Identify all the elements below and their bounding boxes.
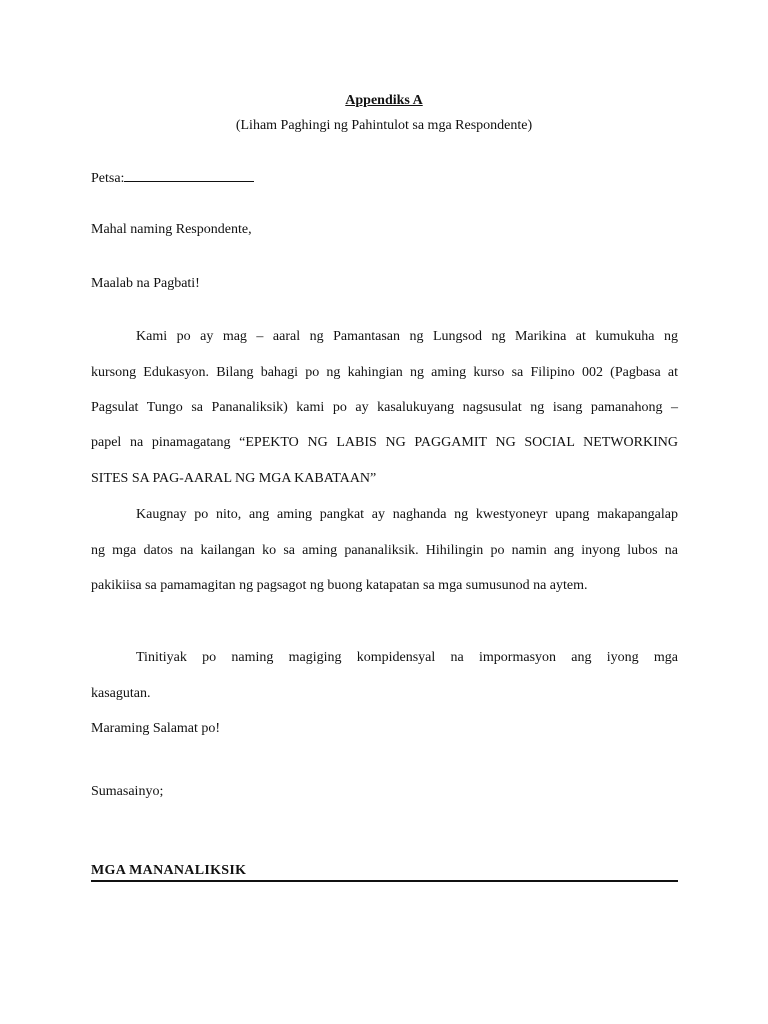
salutation: Mahal naming Respondente, — [91, 222, 252, 237]
document-title: Appendiks A — [345, 93, 423, 108]
paragraph1-line: kursong Edukasyon. Bilang bahagi po ng kahingian ng aming kurso sa Filipino 002 (Pagbasa at — [91, 365, 678, 380]
closing-line: Sumasainyo; — [91, 784, 164, 799]
paragraph2-line: pakikiisa sa pamamagitan ng pagsagot ng buong katapatan sa mga sumusunod na aytem. — [91, 578, 588, 593]
paragraph2-line: ng mga datos na kailangan ko sa aming pananaliksik. Hihilingin po namin ang inyong lubos na — [91, 543, 678, 558]
date-label: Petsa: — [91, 171, 125, 186]
signature-rule — [91, 880, 678, 882]
paragraph3-line: Tinitiyak po naming magiging kompidensyal na impormasyon ang iyong mga — [136, 650, 678, 665]
greeting: Maalab na Pagbati! — [91, 276, 200, 291]
paragraph1-line: Pagsulat Tungo sa Pananaliksik) kami po ay kasalukuyang nagsusulat ng isang pamanahong – — [91, 400, 678, 415]
paragraph1-line: papel na pinamagatang “EPEKTO NG LABIS NG PAGGAMIT NG SOCIAL NETWORKING — [91, 435, 678, 450]
paragraph3-line: kasagutan. — [91, 686, 151, 701]
date-field — [91, 168, 254, 188]
thanks-line: Maraming Salamat po! — [91, 721, 221, 736]
paragraph2-line: Kaugnay po nito, ang aming pangkat ay naghanda ng kwestyoneyr upang makapangalap — [136, 507, 678, 522]
date-blank-line — [124, 168, 254, 182]
paragraph1-line: Kami po ay mag – aaral ng Pamantasan ng Lungsod ng Marikina at kumukuha ng — [136, 329, 678, 344]
paragraph1-line: SITES SA PAG-AARAL NG MGA KABATAAN” — [91, 471, 377, 486]
signature-label: MGA MANANALIKSIK — [91, 863, 247, 878]
document-subtitle: (Liham Paghingi ng Pahintulot sa mga Respondente) — [235, 118, 533, 133]
